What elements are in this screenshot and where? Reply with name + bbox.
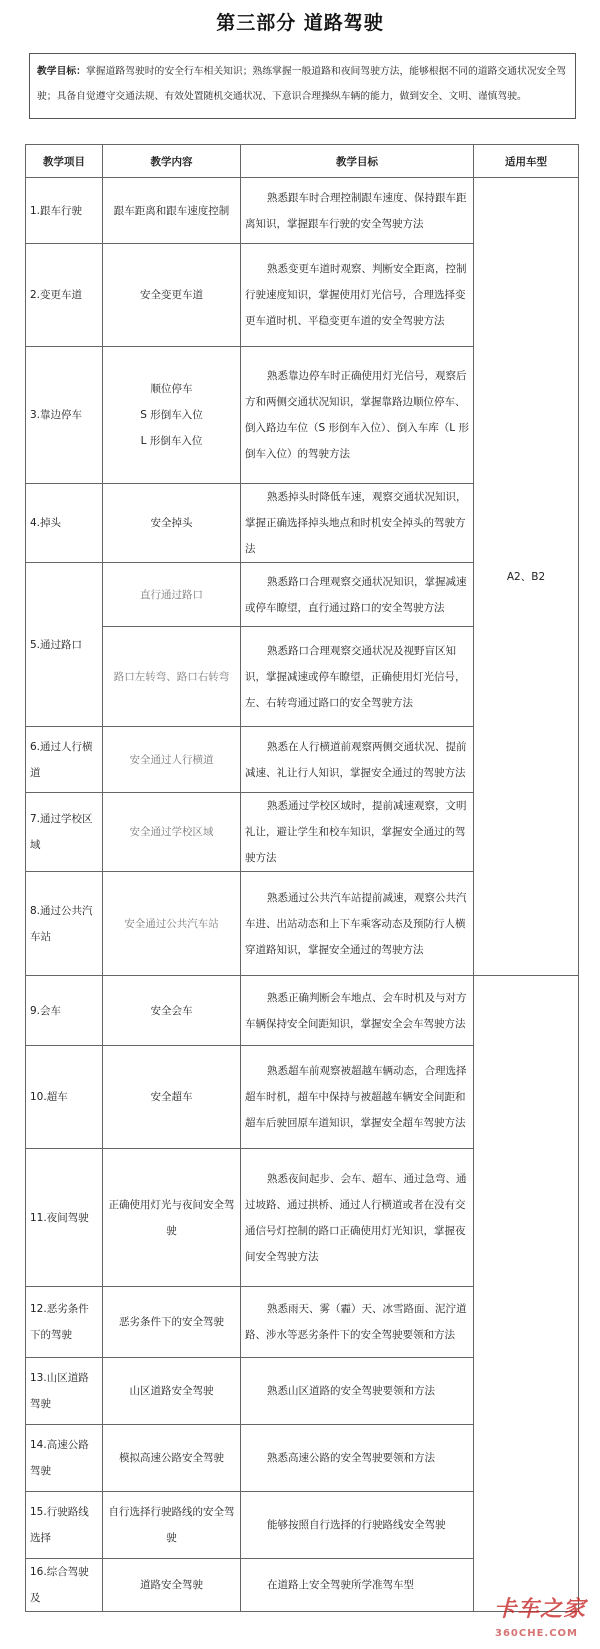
teaching-objective-box	[29, 53, 576, 119]
row-goal: 熟悉掉头时降低车速，观察交通状况知识，掌握正确选择掉头地点和时机安全掉头的驾驶方法	[241, 484, 474, 563]
row-goal: 熟悉路口合理观察交通状况及视野盲区知识，掌握减速或停车瞭望，正确使用灯光信号，左、右转弯通过路口的安全驾驶方法	[241, 627, 474, 727]
header-vehicle: 适用车型	[474, 145, 579, 178]
row-item: 3.靠边停车	[26, 347, 103, 484]
table-row	[26, 178, 579, 244]
row-goal: 熟悉通过学校区域时，提前减速观察，文明礼让，避让学生和校车知识，掌握安全通过的驾驶方法	[241, 793, 474, 872]
row-content: 正确使用灯光与夜间安全驾驶	[103, 1149, 241, 1287]
row-goal: 熟悉路口合理观察交通状况知识，掌握减速或停车瞭望，直行通过路口的安全驾驶方法	[241, 563, 474, 627]
content-line: S 形倒车入位	[140, 409, 203, 421]
row-goal: 熟悉山区道路的安全驾驶要领和方法	[241, 1358, 474, 1425]
content-line: L 形倒车入位	[140, 435, 203, 447]
row-item: 1.跟车行驶	[26, 178, 103, 244]
row-goal: 在道路上安全驾驶所学准驾车型	[241, 1559, 474, 1612]
objective-label: 教学目标：	[37, 66, 86, 77]
page-title: 第三部分 道路驾驶	[216, 12, 384, 34]
table-header-row	[26, 145, 579, 178]
row-item: 13.山区道路驾驶	[26, 1358, 103, 1425]
row-content: 安全会车	[103, 976, 241, 1046]
vehicle-cell: A2、B2	[474, 178, 579, 976]
row-content: 跟车距离和跟车速度控制	[103, 178, 241, 244]
teaching-table	[25, 144, 579, 1612]
table-row	[26, 976, 579, 1046]
row-goal: 熟悉变更车道时观察、判断安全距离，控制行驶速度知识，掌握使用灯光信号，合理选择变更车道时机、平稳变更车道的安全驾驶方法	[241, 244, 474, 347]
row-goal: 熟悉雨天、雾（霾）天、冰雪路面、泥泞道路、涉水等恶劣条件下的安全驾驶要领和方法	[241, 1287, 474, 1358]
row-item: 9.会车	[26, 976, 103, 1046]
row-item: 12.恶劣条件下的驾驶	[26, 1287, 103, 1358]
row-item: 8.通过公共汽车站	[26, 872, 103, 976]
row-item: 10.超车	[26, 1046, 103, 1149]
row-goal: 熟悉夜间起步、会车、超车、通过急弯、通过坡路、通过拱桥、通过人行横道或者在没有交通信号灯控制的路口正确使用灯光知识，掌握夜间安全驾驶方法	[241, 1149, 474, 1287]
row-content: 安全通过人行横道	[103, 727, 241, 793]
row-content: 恶劣条件下的安全驾驶	[103, 1287, 241, 1358]
row-goal: 熟悉跟车时合理控制跟车速度、保持跟车距离知识，掌握跟车行驶的安全驾驶方法	[241, 178, 474, 244]
header-content: 教学内容	[103, 145, 241, 178]
header-goal: 教学目标	[241, 145, 474, 178]
row-item: 4.掉头	[26, 484, 103, 563]
row-content: 安全掉头	[103, 484, 241, 563]
row-goal: 熟悉正确判断会车地点、会车时机及与对方车辆保持安全间距知识，掌握安全会车驾驶方法	[241, 976, 474, 1046]
row-item: 14.高速公路驾驶	[26, 1425, 103, 1492]
row-goal: 熟悉在人行横道前观察两侧交通状况、提前减速、礼让行人知识，掌握安全通过的驾驶方法	[241, 727, 474, 793]
watermark-logo: 卡车之家	[493, 1597, 586, 1622]
row-goal: 熟悉靠边停车时正确使用灯光信号，观察后方和两侧交通状况知识，掌握靠路边顺位停车、倒入路边车位（S 形倒车入位）、倒入车库（L 形倒车入位）的驾驶方法	[241, 347, 474, 484]
row-content: 安全通过公共汽车站	[103, 872, 241, 976]
row-goal: 熟悉高速公路的安全驾驶要领和方法	[241, 1425, 474, 1492]
row-content	[103, 347, 241, 484]
watermark-site: 360CHE.COM	[494, 1628, 578, 1639]
header-item: 教学项目	[26, 145, 103, 178]
row-item: 15.行驶路线选择	[26, 1492, 103, 1559]
row-goal: 熟悉通过公共汽车站提前减速，观察公共汽车进、出站动态和上下车乘客动态及预防行人横穿道路知识，掌握安全通过的驾驶方法	[241, 872, 474, 976]
row-content: 直行通过路口	[103, 563, 241, 627]
row-content: 山区道路安全驾驶	[103, 1358, 241, 1425]
row-item: 16.综合驾驶及	[26, 1559, 103, 1612]
row-content: 路口左转弯、路口右转弯	[103, 627, 241, 727]
row-content: 安全通过学校区域	[103, 793, 241, 872]
row-goal: 能够按照自行选择的行驶路线安全驾驶	[241, 1492, 474, 1559]
row-item: 11.夜间驾驶	[26, 1149, 103, 1287]
row-goal: 熟悉超车前观察被超越车辆动态，合理选择超车时机，超车中保持与被超越车辆安全间距和超车后驶回原车道知识，掌握安全超车驾驶方法	[241, 1046, 474, 1149]
row-content: 安全超车	[103, 1046, 241, 1149]
objective-text: 掌握道路驾驶时的安全行车相关知识；熟练掌握一般道路和夜间驾驶方法，能够根据不同的道路交通状况安全驾驶；具备自觉遵守交通法规、有效处置随机交通状况、下意识合理操纵车辆的能力，做到安全、文明、谨慎驾驶。	[37, 66, 567, 102]
content-line: 顺位停车	[150, 383, 193, 395]
row-item: 2.变更车道	[26, 244, 103, 347]
row-item: 7.通过学校区域	[26, 793, 103, 872]
row-content: 安全变更车道	[103, 244, 241, 347]
row-content: 模拟高速公路安全驾驶	[103, 1425, 241, 1492]
row-item: 6.通过人行横道	[26, 727, 103, 793]
vehicle-cell-empty	[474, 976, 579, 1612]
row-item: 5.通过路口	[26, 563, 103, 727]
row-content: 自行选择行驶路线的安全驾驶	[103, 1492, 241, 1559]
row-content: 道路安全驾驶	[103, 1559, 241, 1612]
